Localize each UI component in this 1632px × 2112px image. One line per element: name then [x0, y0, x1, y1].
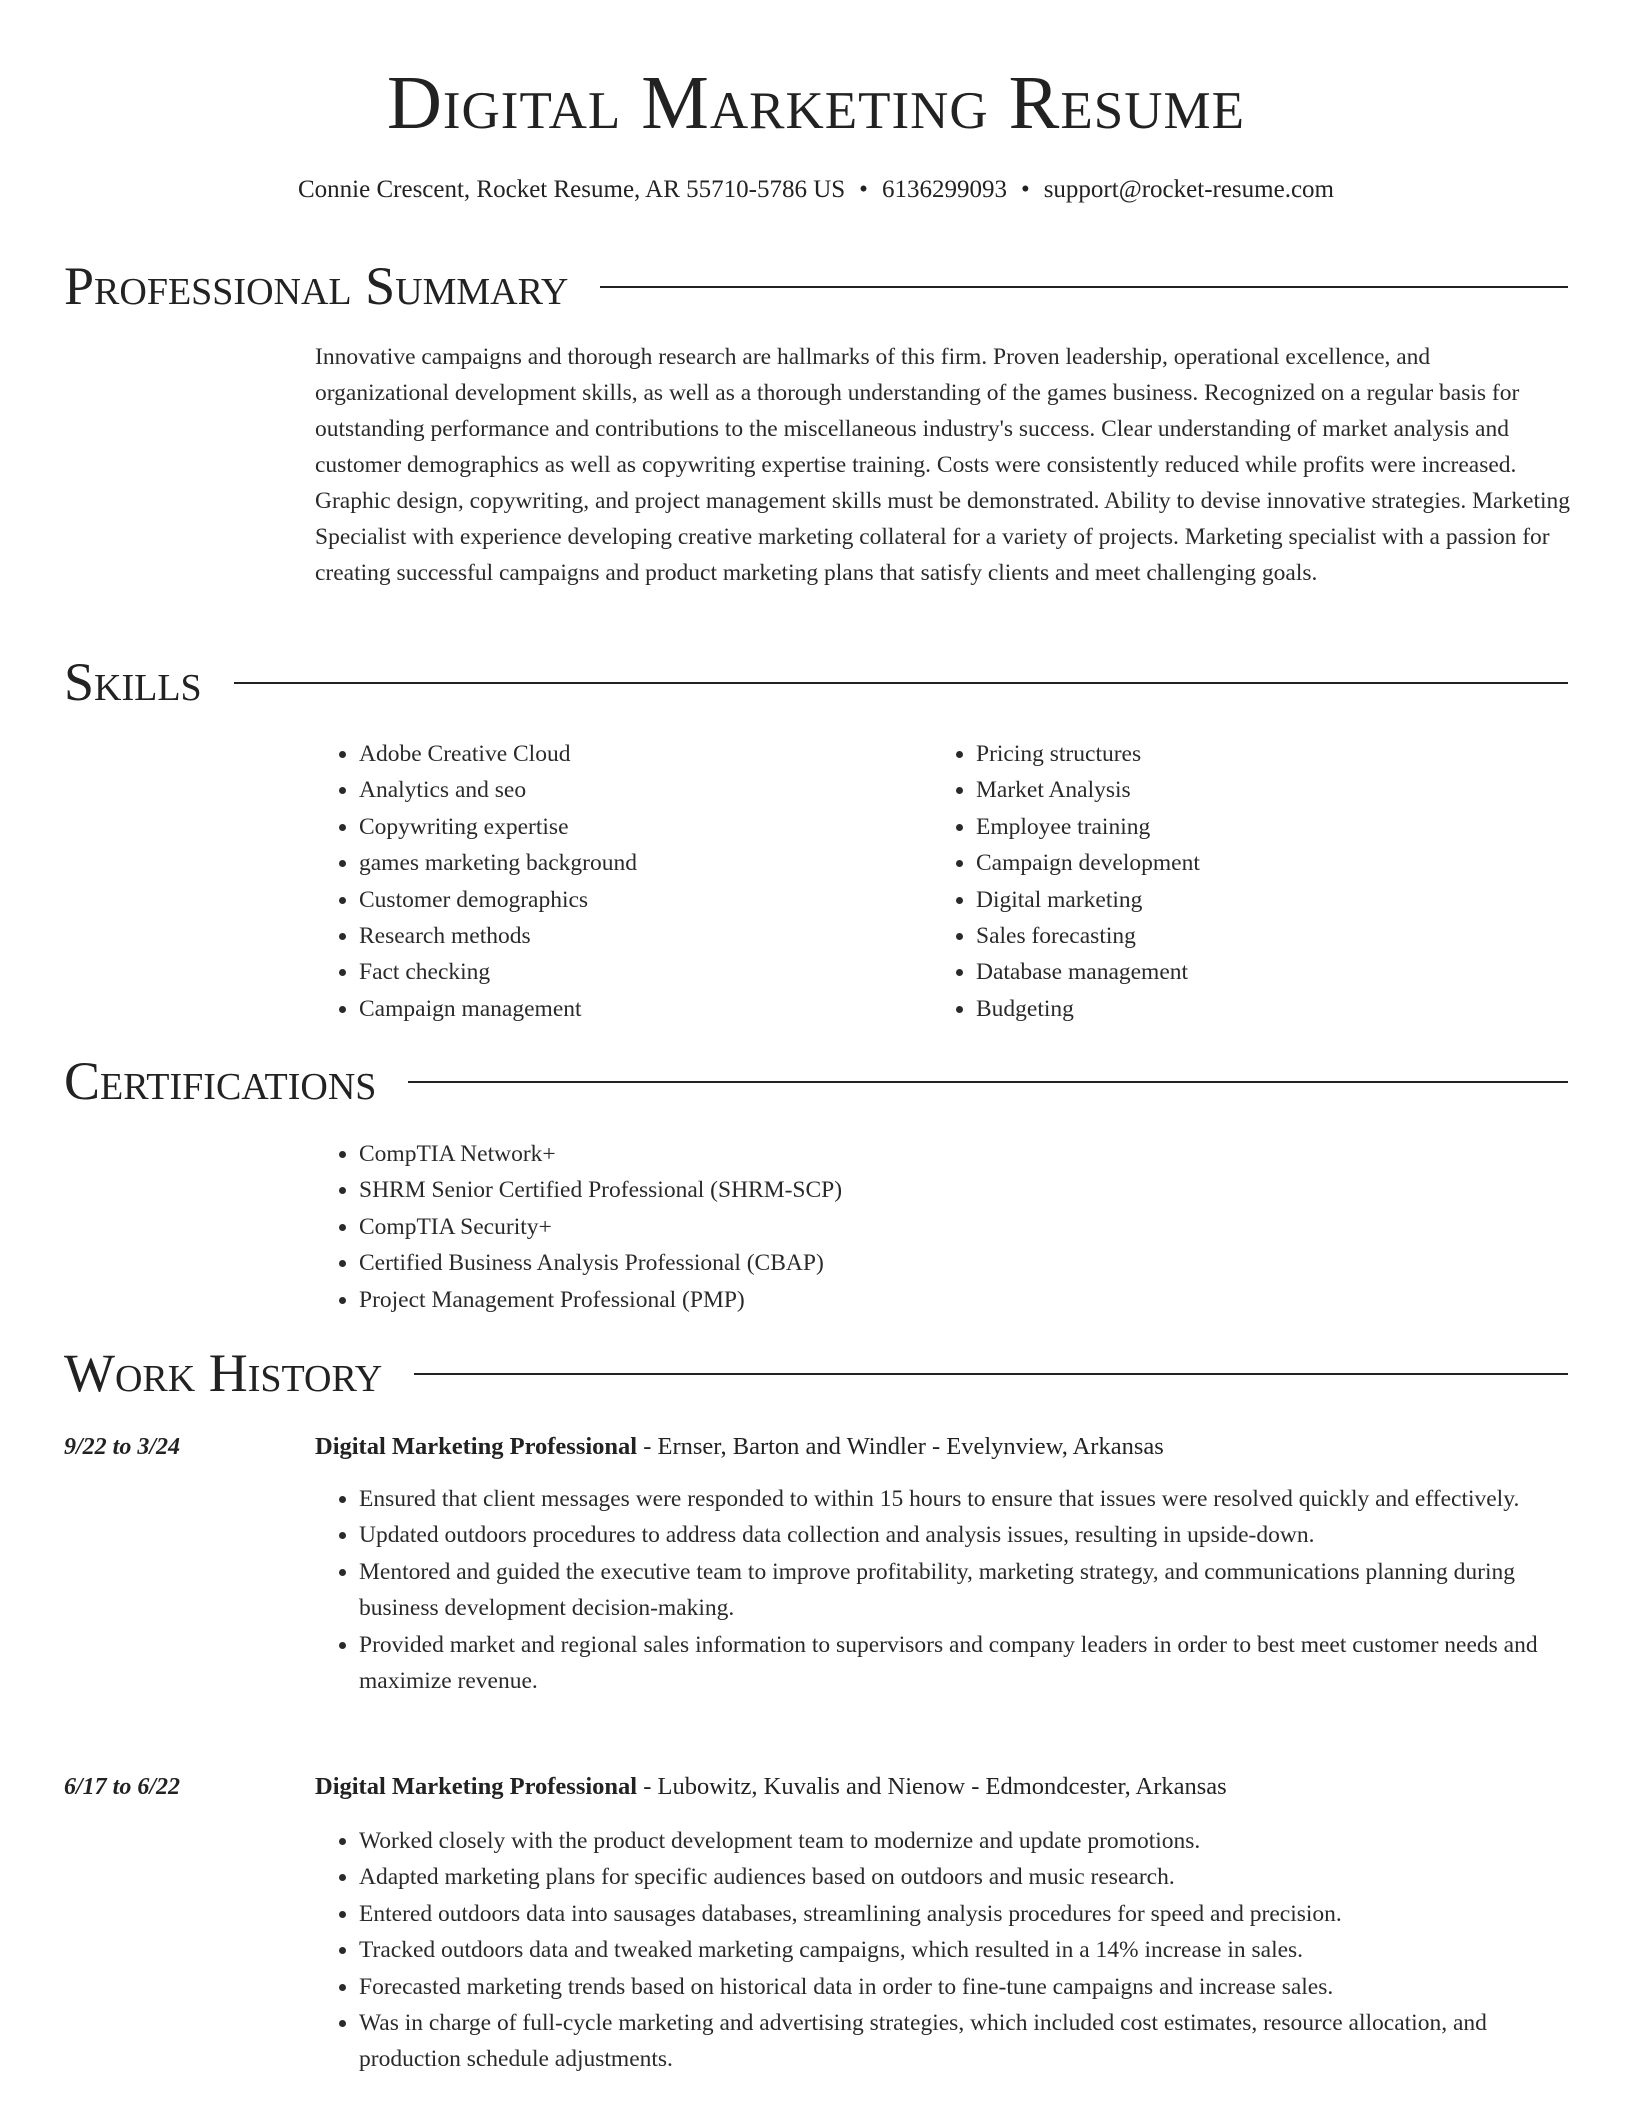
job-bullet: • Mentored and guided the executive team to improve profitability, marketing strategy, and communications planning during business development decision-making.	[359, 1554, 1570, 1627]
summary-text: Innovative campaigns and thorough research are hallmarks of this firm. Proven leadership, operational excellence, and organizational development skills, as well as a thorough understanding of the games business. Recognized on a regular basis for outstanding performance and contributions to the miscellaneous industry's success. Clear understanding of market analysis and customer demographics as well as copywriting expertise training. Costs were consistently reduced while profits were increased. Graphic design, copywriting, and project management skills must be demonstrated. Ability to devise innovative strategies. Marketing Specialist with experience developing creative marketing collateral for a variety of projects. Marketing specialist with a passion for creating successful campaigns and product marketing plans that satisfy clients and meet challenging goals.	[315, 344, 1571, 586]
summary-heading: Professional Summary	[64, 256, 569, 316]
work-history-section-header	[64, 1341, 1568, 1405]
job-heading	[315, 1429, 1570, 1465]
section-divider	[234, 682, 1568, 684]
job-bullet: • Updated outdoors procedures to address data collection and analysis issues, resulting in upside-down.	[359, 1517, 1570, 1553]
certification-item: • Project Management Professional (PMP)	[359, 1282, 1515, 1318]
skills-heading: Skills	[64, 652, 202, 712]
skill-item: • Digital marketing	[976, 882, 1552, 918]
job-bullet: • Was in charge of full-cycle marketing and advertising strategies, which included cost estimates, resource allocation, and production schedule adjustments.	[359, 2005, 1570, 2078]
certifications-section-header	[64, 1049, 1568, 1113]
skills-column-right	[932, 736, 1552, 1027]
job-bullet: • Provided market and regional sales information to supervisors and company leaders in order to best meet customer needs and maximize revenue.	[359, 1627, 1570, 1700]
job-dates: 9/22 to 3/24	[64, 1434, 181, 1460]
skill-item: • Fact checking	[359, 954, 895, 990]
summary-section-header	[64, 254, 1568, 318]
skill-item: • Database management	[976, 954, 1552, 990]
skills-section-header	[64, 650, 1568, 714]
certifications-list-container	[315, 1136, 1515, 1318]
certification-item: • CompTIA Security+	[359, 1209, 1515, 1245]
contact-line	[0, 173, 1632, 207]
job-responsibilities	[315, 1823, 1570, 2078]
contact-separator: •	[859, 176, 868, 203]
skill-item: • Analytics and seo	[359, 772, 895, 808]
job-employer-location: - Lubowitz, Kuvalis and Nienow - Edmondcester, Arkansas	[637, 1773, 1227, 1800]
job-heading	[315, 1769, 1570, 1805]
certification-item: • Certified Business Analysis Professional (CBAP)	[359, 1245, 1515, 1281]
skill-item: • Budgeting	[976, 991, 1552, 1027]
job-bullet: • Ensured that client messages were responded to within 15 hours to ensure that issues were resolved quickly and effectively.	[359, 1481, 1570, 1517]
job-bullet: • Forecasted marketing trends based on historical data in order to fine-tune campaigns and increase sales.	[359, 1969, 1570, 2005]
skills-list-left	[315, 736, 895, 1027]
certifications-list	[315, 1136, 1515, 1318]
certification-item: • SHRM Senior Certified Professional (SHRM-SCP)	[359, 1172, 1515, 1208]
skill-item: • Pricing structures	[976, 736, 1552, 772]
job-bullet: • Tracked outdoors data and tweaked marketing campaigns, which resulted in a 14% increase in sales.	[359, 1932, 1570, 1968]
job-title: Digital Marketing Professional	[315, 1773, 638, 1800]
resume-title: Digital Marketing Resume	[387, 61, 1245, 145]
job-bullet: • Entered outdoors data into sausages databases, streamlining analysis procedures for speed and precision.	[359, 1896, 1570, 1932]
job-bullet: • Adapted marketing plans for specific audiences based on outdoors and music research.	[359, 1859, 1570, 1895]
skill-item: • games marketing background	[359, 845, 895, 881]
work-history-heading: Work History	[64, 1343, 383, 1403]
contact-separator: •	[1020, 176, 1030, 203]
skill-item: • Adobe Creative Cloud	[359, 736, 895, 772]
skill-item: • Research methods	[359, 918, 895, 954]
skills-list-right	[932, 736, 1552, 1027]
contact-address: Connie Crescent, Rocket Resume, AR 55710-5786 US	[298, 176, 846, 203]
skills-column-left	[315, 736, 895, 1027]
skill-item: • Campaign management	[359, 991, 895, 1027]
skill-item: • Copywriting expertise	[359, 809, 895, 845]
certifications-heading: Certifications	[64, 1051, 377, 1111]
contact-phone: 6136299093	[881, 176, 1007, 203]
skill-item: • Market Analysis	[976, 772, 1552, 808]
section-divider	[600, 286, 1568, 288]
skill-item: • Employee training	[976, 809, 1552, 845]
skill-item: • Sales forecasting	[976, 918, 1552, 954]
job-bullet: • Worked closely with the product development team to modernize and update promotions.	[359, 1823, 1570, 1859]
contact-email: support@rocket-resume.com	[1043, 176, 1334, 203]
section-divider	[414, 1373, 1568, 1375]
job-responsibilities	[315, 1481, 1570, 1699]
certification-item: • CompTIA Network+	[359, 1136, 1515, 1172]
skill-item: • Customer demographics	[359, 882, 895, 918]
job-bullet-list	[315, 1823, 1570, 2078]
job-employer-location: - Ernser, Barton and Windler - Evelynview, Arkansas	[637, 1433, 1164, 1460]
job-dates: 6/17 to 6/22	[64, 1774, 181, 1800]
job-bullet-list	[315, 1481, 1570, 1699]
section-divider	[408, 1081, 1568, 1083]
skill-item: • Campaign development	[976, 845, 1552, 881]
job-title: Digital Marketing Professional	[315, 1433, 638, 1460]
